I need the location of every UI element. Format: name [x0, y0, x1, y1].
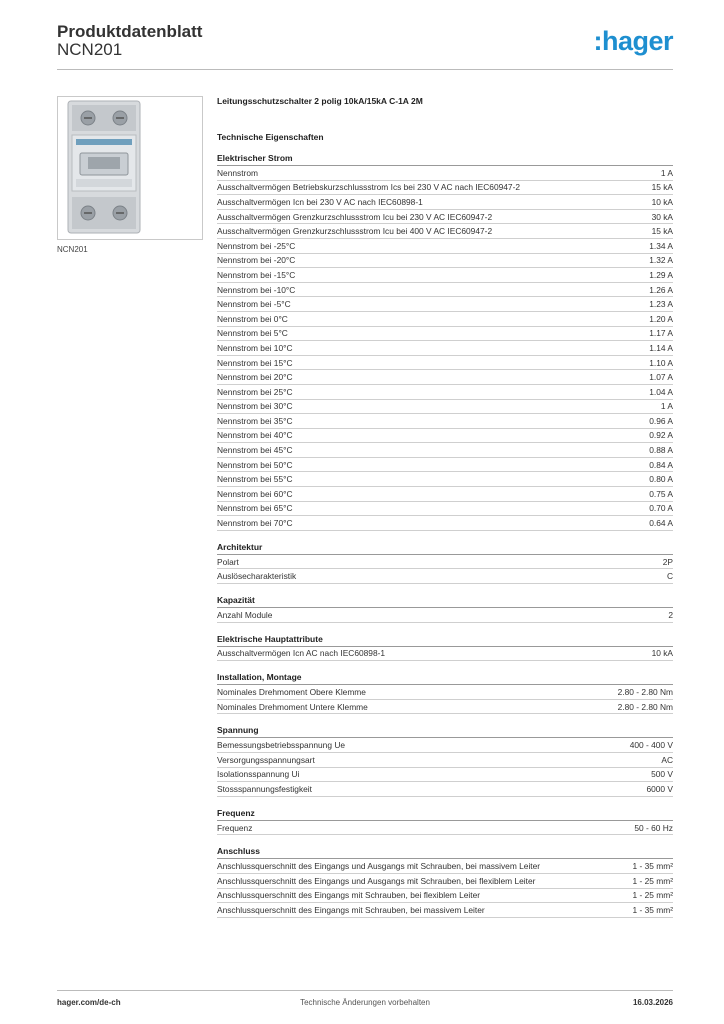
spec-row [217, 472, 673, 487]
spec-row [217, 400, 673, 415]
spec-row [217, 327, 673, 342]
footer-disclaimer: Technische Änderungen vorbehalten [300, 998, 430, 1007]
spec-section [217, 724, 673, 796]
spec-label: Ausschaltvermögen Icn AC nach IEC60898-1 [217, 648, 386, 659]
spec-row [217, 224, 673, 239]
spec-row [217, 700, 673, 715]
spec-row [217, 166, 673, 181]
document-subtitle: NCN201 [57, 40, 123, 59]
spec-row [217, 903, 673, 918]
spec-section [217, 807, 673, 836]
spec-value: 2 [668, 609, 673, 620]
spec-value: 6000 V [646, 783, 673, 794]
spec-row [217, 487, 673, 502]
spec-label: Stossspannungsfestigkeit [217, 783, 312, 794]
spec-label: Nennstrom bei 20°C [217, 372, 293, 383]
spec-content [217, 96, 673, 918]
spec-label: Nennstrom bei 15°C [217, 357, 293, 368]
spec-value: 1.14 A [649, 342, 673, 353]
spec-label: Ausschaltvermögen Betriebskurzschlussstrom Ics bei 230 V AC nach IEC60947-2 [217, 182, 521, 193]
spec-row [217, 341, 673, 356]
spec-row [217, 429, 673, 444]
spec-label: Bemessungsbetriebsspannung Ue [217, 740, 346, 751]
technical-properties-heading: Technische Eigenschaften [217, 132, 324, 142]
spec-row [217, 443, 673, 458]
spec-label: Nennstrom bei 0°C [217, 313, 288, 324]
spec-label: Nennstrom bei 65°C [217, 503, 293, 514]
section-title: Frequenz [217, 807, 673, 821]
section-title: Elektrische Hauptattribute [217, 633, 673, 647]
spec-label: Nennstrom bei 10°C [217, 342, 293, 353]
logo-text: hager [601, 26, 673, 56]
spec-label: Anschlussquerschnitt des Eingangs und Ausgangs mit Schrauben, bei massivem Leiter [217, 861, 541, 872]
spec-value: 15 kA [651, 182, 673, 193]
spec-row [217, 738, 673, 753]
spec-label: Ausschaltvermögen Icn bei 230 V AC nach IEC60898-1 [217, 196, 423, 207]
spec-label: Nennstrom bei 70°C [217, 518, 293, 529]
spec-label: Versorgungsspannungsart [217, 754, 315, 765]
spec-row [217, 210, 673, 225]
spec-label: Nennstrom bei 35°C [217, 415, 293, 426]
spec-value: 0.70 A [649, 503, 673, 514]
spec-section [217, 541, 673, 584]
spec-value: 1 - 35 mm² [632, 904, 673, 915]
spec-value: 1.04 A [649, 386, 673, 397]
spec-label: Nennstrom bei 30°C [217, 401, 293, 412]
spec-row [217, 753, 673, 768]
spec-value: 10 kA [651, 648, 673, 659]
spec-label: Nennstrom bei -15°C [217, 269, 296, 280]
spec-value: 1.32 A [649, 255, 673, 266]
spec-value: 2.80 - 2.80 Nm [617, 701, 673, 712]
product-image [57, 96, 203, 240]
spec-label: Ausschaltvermögen Grenzkurzschlussstrom Icu bei 400 V AC IEC60947-2 [217, 226, 493, 237]
spec-value: 1 A [660, 401, 673, 412]
document-title: Produktdatenblatt [57, 22, 203, 41]
spec-label: Nennstrom bei 60°C [217, 488, 293, 499]
footer-date: 16.03.2026 [632, 998, 673, 1007]
spec-row [217, 782, 673, 797]
spec-value: 1.26 A [649, 284, 673, 295]
hager-logo: :hager [593, 26, 673, 56]
spec-section [217, 845, 673, 917]
image-caption: NCN201 [57, 245, 88, 254]
spec-label: Anschlussquerschnitt des Eingangs mit Schrauben, bei massivem Leiter [217, 904, 485, 915]
spec-row [217, 821, 673, 836]
spec-label: Nennstrom bei -25°C [217, 240, 296, 251]
spec-row [217, 254, 673, 269]
spec-row [217, 768, 673, 783]
spec-row [217, 555, 673, 570]
spec-value: 0.96 A [649, 415, 673, 426]
spec-value: C [666, 571, 673, 582]
spec-label: Nennstrom bei 25°C [217, 386, 293, 397]
spec-value: 0.64 A [649, 518, 673, 529]
section-title: Spannung [217, 724, 673, 738]
spec-label: Nennstrom bei 50°C [217, 459, 293, 470]
spec-row [217, 195, 673, 210]
footer-divider [57, 990, 673, 991]
spec-row [217, 356, 673, 371]
section-title: Kapazität [217, 594, 673, 608]
spec-label: Nennstrom bei 55°C [217, 474, 293, 485]
spec-sections [217, 152, 673, 918]
spec-value: 500 V [651, 769, 673, 780]
spec-label: Nennstrom bei 40°C [217, 430, 293, 441]
spec-section [217, 594, 673, 623]
document-footer [57, 998, 673, 1010]
spec-value: 400 - 400 V [629, 740, 673, 751]
spec-row [217, 181, 673, 196]
spec-value: 0.92 A [649, 430, 673, 441]
footer-website: hager.com/de-ch [57, 998, 121, 1007]
circuit-breaker-illustration [58, 97, 202, 239]
spec-label: Anschlussquerschnitt des Eingangs mit Schrauben, bei flexiblem Leiter [217, 890, 481, 901]
spec-label: Nennstrom bei -20°C [217, 255, 296, 266]
spec-row [217, 647, 673, 662]
spec-section [217, 152, 673, 531]
spec-label: Nominales Drehmoment Untere Klemme [217, 701, 368, 712]
spec-value: 1.07 A [649, 372, 673, 383]
spec-value: 0.80 A [649, 474, 673, 485]
spec-value: 2.80 - 2.80 Nm [617, 687, 673, 698]
document-header [57, 20, 673, 70]
spec-row [217, 385, 673, 400]
spec-value: 1.23 A [649, 299, 673, 310]
spec-row [217, 516, 673, 531]
spec-value: 0.88 A [649, 445, 673, 456]
spec-value: 1.17 A [649, 328, 673, 339]
spec-label: Nennstrom [217, 167, 258, 178]
spec-value: 2P [662, 556, 673, 567]
spec-row [217, 312, 673, 327]
spec-value: 1 - 35 mm² [632, 861, 673, 872]
section-title: Installation, Montage [217, 671, 673, 685]
spec-row [217, 874, 673, 889]
spec-value: 15 kA [651, 226, 673, 237]
spec-label: Nennstrom bei -10°C [217, 284, 296, 295]
spec-value: 0.84 A [649, 459, 673, 470]
spec-value: AC [661, 754, 673, 765]
spec-row [217, 458, 673, 473]
spec-row [217, 370, 673, 385]
spec-value: 30 kA [651, 211, 673, 222]
spec-value: 1.29 A [649, 269, 673, 280]
spec-row [217, 685, 673, 700]
spec-row [217, 297, 673, 312]
spec-value: 1.34 A [649, 240, 673, 251]
spec-row [217, 859, 673, 874]
spec-label: Nennstrom bei 5°C [217, 328, 288, 339]
spec-row [217, 239, 673, 254]
spec-label: Nennstrom bei -5°C [217, 299, 291, 310]
spec-row [217, 889, 673, 904]
spec-label: Isolationsspannung Ui [217, 769, 300, 780]
spec-section [217, 633, 673, 662]
spec-value: 1 A [660, 167, 673, 178]
spec-value: 1.10 A [649, 357, 673, 368]
spec-row [217, 283, 673, 298]
spec-label: Anschlussquerschnitt des Eingangs und Ausgangs mit Schrauben, bei flexiblem Leiter [217, 875, 536, 886]
section-title: Anschluss [217, 845, 673, 859]
spec-label: Ausschaltvermögen Grenzkurzschlussstrom Icu bei 230 V AC IEC60947-2 [217, 211, 493, 222]
section-title: Architektur [217, 541, 673, 555]
spec-label: Auslösecharakteristik [217, 571, 297, 582]
spec-label: Frequenz [217, 822, 253, 833]
spec-value: 1.20 A [649, 313, 673, 324]
spec-label: Anzahl Module [217, 609, 273, 620]
spec-value: 1 - 25 mm² [632, 890, 673, 901]
spec-label: Polart [217, 556, 239, 567]
spec-row [217, 502, 673, 517]
spec-label: Nominales Drehmoment Obere Klemme [217, 687, 366, 698]
header-divider [57, 69, 673, 70]
spec-value: 50 - 60 Hz [634, 822, 673, 833]
spec-label: Nennstrom bei 45°C [217, 445, 293, 456]
spec-row [217, 569, 673, 584]
spec-value: 0.75 A [649, 488, 673, 499]
spec-row [217, 608, 673, 623]
spec-row [217, 414, 673, 429]
spec-value: 10 kA [651, 196, 673, 207]
section-title: Elektrischer Strom [217, 152, 673, 166]
product-description: Leitungsschutzschalter 2 polig 10kA/15kA C-1A 2M [217, 96, 423, 106]
spec-section [217, 671, 673, 714]
spec-row [217, 268, 673, 283]
spec-value: 1 - 25 mm² [632, 875, 673, 886]
